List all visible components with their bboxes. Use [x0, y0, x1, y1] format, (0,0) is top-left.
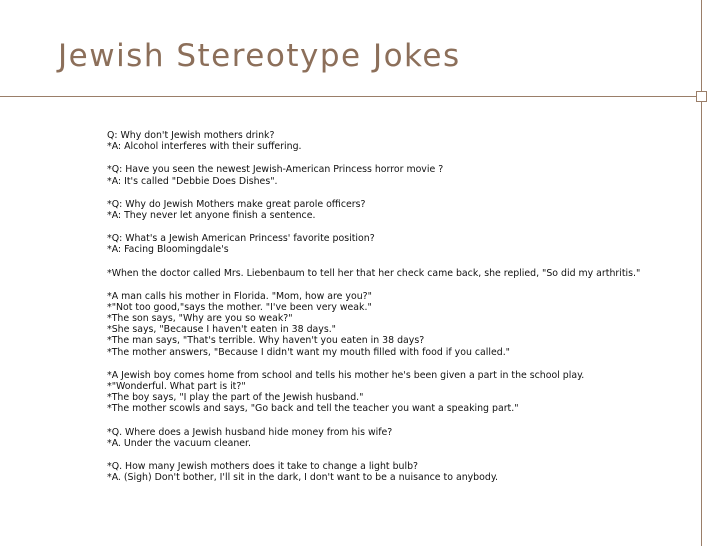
- right-divider-line: [701, 0, 702, 546]
- joke-line: *The man says, "That's terrible. Why haven't you eaten in 38 days?: [107, 335, 425, 347]
- joke-line: *The mother scowls and says, "Go back and tell the teacher you want a speaking part.": [107, 403, 519, 415]
- paragraph-gap: [107, 279, 697, 291]
- slide-title: Jewish Stereotype Jokes: [58, 38, 461, 74]
- joke-line: *The mother answers, "Because I didn't want my mouth filled with food if you called.": [107, 346, 510, 358]
- paragraph-gap: [107, 152, 697, 164]
- joke-line: *"Not too good,"says the mother. "I've been very weak.": [107, 301, 372, 313]
- paragraph-gap: [107, 449, 697, 461]
- joke-line: *A. (Sigh) Don't bother, I'll sit in the dark, I don't want to be a nuisance to anybody.: [107, 472, 499, 484]
- joke-line: *A: It's called "Debbie Does Dishes".: [107, 175, 278, 187]
- joke-line: *Q: What's a Jewish American Princess' favorite position?: [107, 233, 375, 245]
- joke-line: Q: Why don't Jewish mothers drink?: [107, 130, 275, 141]
- corner-square-ornament: [696, 91, 707, 102]
- jokes-text-block: [107, 130, 697, 483]
- joke-line: *A Jewish boy comes home from school and tells his mother he's been given a part in the school play.: [107, 369, 585, 381]
- joke-line: *"Wonderful. What part is it?": [107, 381, 246, 392]
- joke-line: *Q: Have you seen the newest Jewish-American Princess horror movie ?: [107, 164, 444, 176]
- joke-line: *Q. Where does a Jewish husband hide money from his wife?: [107, 426, 393, 438]
- joke-line: *When the doctor called Mrs. Liebenbaum to tell her that her check came back, she replied, "So did my arthritis.": [107, 267, 641, 279]
- joke-line: *A. Under the vacuum cleaner.: [107, 437, 252, 449]
- joke-line: *A: Alcohol interferes with their suffering.: [107, 141, 302, 153]
- paragraph-gap: [107, 358, 697, 370]
- joke-line: *The son says, "Why are you so weak?": [107, 313, 293, 325]
- paragraph-gap: [107, 415, 697, 427]
- paragraph-gap: [107, 221, 697, 233]
- joke-line: *She says, "Because I haven't eaten in 38 days.": [107, 324, 336, 336]
- paragraph-gap: [107, 187, 697, 199]
- title-underline: [0, 96, 702, 97]
- joke-line: *A man calls his mother in Florida. "Mom, how are you?": [107, 290, 372, 302]
- joke-line: *Q. How many Jewish mothers does it take to change a light bulb?: [107, 460, 419, 472]
- joke-line: *A: They never let anyone finish a sentence.: [107, 209, 316, 221]
- paragraph-gap: [107, 256, 697, 268]
- joke-line: *A: Facing Bloomingdale's: [107, 244, 229, 256]
- joke-line: *Q: Why do Jewish Mothers make great parole officers?: [107, 198, 366, 210]
- joke-line: *The boy says, "I play the part of the Jewish husband.": [107, 392, 364, 404]
